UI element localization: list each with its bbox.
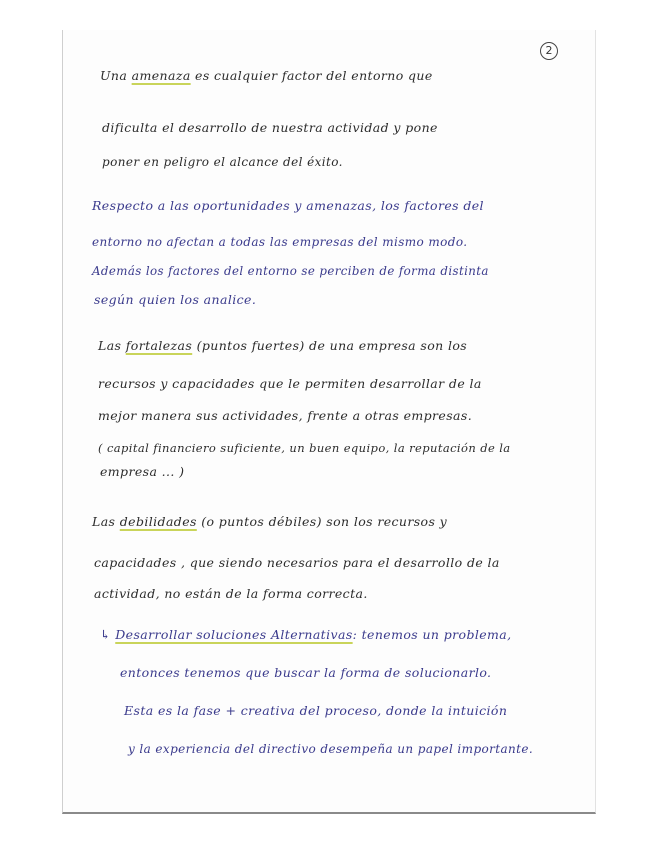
arrow-icon: ↳ (100, 627, 111, 642)
term-debilidades: debilidades (119, 514, 197, 529)
text-span: es cualquier factor del entorno que (190, 68, 433, 83)
fortalezas-line-4: ( capital financiero suficiente, un buen equipo, la reputación de la (98, 441, 511, 455)
debilidades-paren: (o puntos débiles) (201, 514, 322, 529)
page-number: 2 (540, 42, 558, 60)
debilidades-line-1 (92, 514, 447, 530)
amenaza-line-1 (100, 68, 433, 84)
fortalezas-paren: (puntos fuertes) (196, 338, 305, 353)
respecto-line-3: Además los factores del entorno se perciben de forma distinta (92, 264, 489, 278)
term-fortalezas: fortalezas (125, 338, 193, 353)
desarrollar-line-4: y la experiencia del directivo desempeña un papel importante. (128, 742, 534, 756)
text-span: Una (100, 68, 132, 83)
debilidades-line-3: actividad, no están de la forma correcta. (94, 586, 368, 601)
fortalezas-line-1 (98, 338, 467, 354)
term-desarrollar: Desarrollar soluciones Alternativas (115, 627, 353, 642)
respecto-line-2: entorno no afectan a todas las empresas del mismo modo. (92, 235, 468, 249)
fortalezas-line-3: mejor manera sus actividades, frente a otras empresas. (98, 408, 473, 423)
text-span: Las (92, 514, 120, 529)
debilidades-line-2: capacidades , que siendo necesarios para el desarrollo de la (94, 555, 500, 570)
fortalezas-line-5: empresa ... ) (100, 464, 185, 479)
respecto-line-4: según quien los analice. (94, 292, 257, 307)
amenaza-line-2: dificulta el desarrollo de nuestra actividad y pone (102, 120, 438, 135)
text-span: Las (98, 338, 126, 353)
desarrollar-line-1 (100, 627, 512, 643)
text-span: de una empresa son los (304, 338, 468, 353)
amenaza-line-3: poner en peligro el alcance del éxito. (102, 155, 343, 169)
desarrollar-line-2: entonces tenemos que buscar la forma de solucionarlo. (120, 665, 492, 680)
text-span: son los recursos y (326, 514, 448, 529)
respecto-line-1: Respecto a las oportunidades y amenazas, los factores del (92, 198, 484, 213)
text-span: : tenemos un problema, (352, 627, 512, 642)
fortalezas-line-2: recursos y capacidades que le permiten desarrollar de la (98, 376, 482, 391)
term-amenaza: amenaza (131, 68, 191, 83)
desarrollar-line-3: Esta es la fase + creativa del proceso, donde la intuición (124, 703, 508, 718)
